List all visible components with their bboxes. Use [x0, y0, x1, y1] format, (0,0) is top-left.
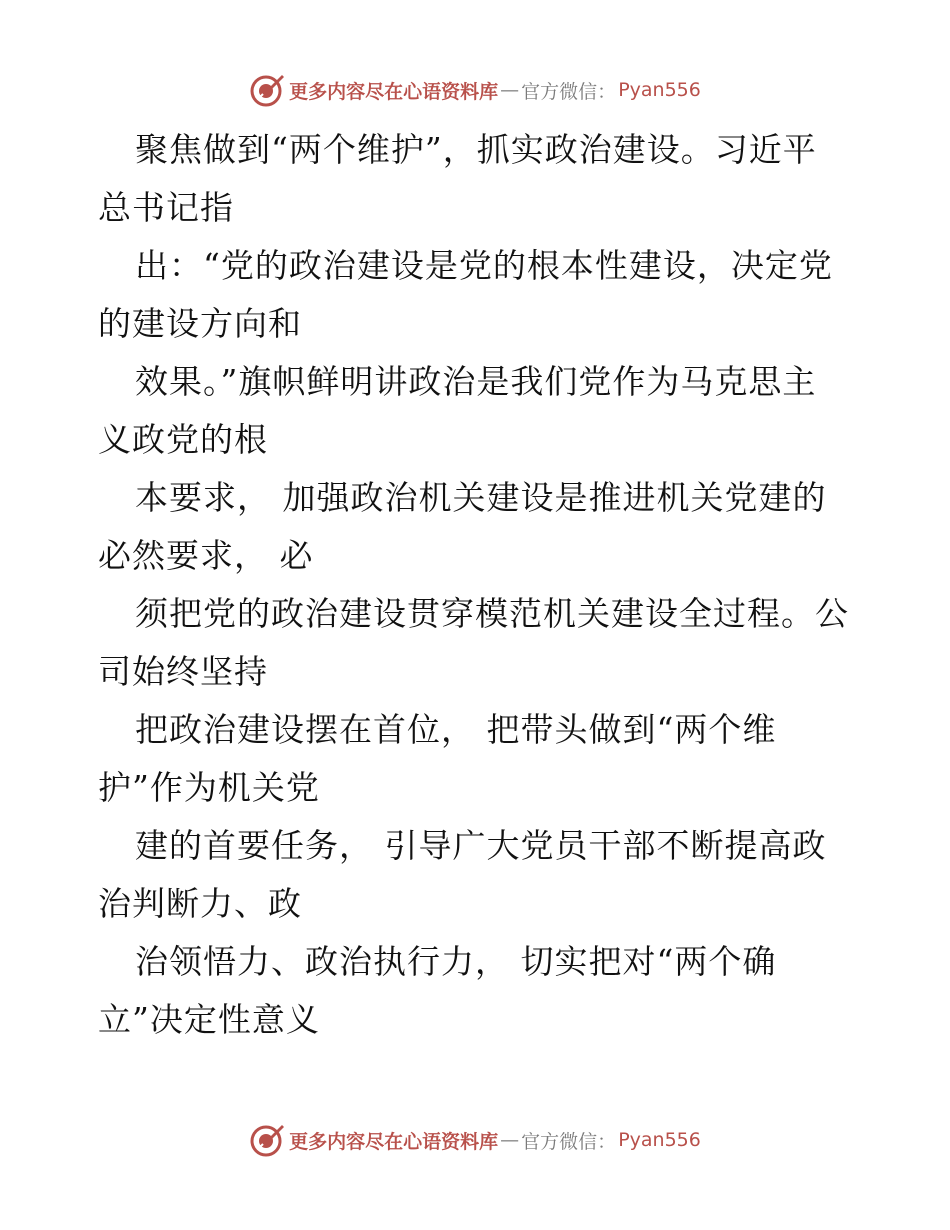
body-line: 的建设方向和 — [98, 304, 302, 343]
banner-contact-label: 官方微信： — [521, 1130, 617, 1153]
body-line: 义政党的根 — [98, 420, 268, 459]
body-line: 出：“党的政治建设是党的根本性建设，决定党 — [135, 246, 833, 285]
body-line: 须把党的政治建设贯穿模范机关建设全过程。公 — [135, 594, 849, 633]
banner-contact-id: Pyan556 — [618, 1129, 701, 1151]
body-line: 总书记指 — [98, 188, 234, 227]
banner-separator: — — [500, 79, 520, 101]
quill-seal-icon — [249, 72, 285, 108]
body-line: 聚焦做到“两个维护”，抓实政治建设。习近平 — [135, 130, 817, 169]
quill-seal-icon — [249, 1122, 285, 1158]
footer-banner — [0, 1120, 950, 1160]
document-body — [98, 121, 888, 1049]
banner-contact-id: Pyan556 — [618, 79, 701, 101]
banner-brand-text: 更多内容尽在心语资料库 — [289, 1130, 499, 1153]
banner-contact-label: 官方微信： — [521, 80, 617, 103]
body-line: 本要求， 加强政治机关建设是推进机关党建的 — [135, 478, 827, 517]
header-banner — [0, 70, 950, 110]
body-line: 司始终坚持 — [98, 652, 268, 691]
body-line: 治领悟力、政治执行力， 切实把对“两个确 — [135, 942, 777, 981]
body-line: 建的首要任务， 引导广大党员干部不断提高政 — [135, 826, 827, 865]
body-line: 治判断力、政 — [98, 884, 302, 923]
body-line: 护”作为机关党 — [98, 768, 320, 807]
body-line: 把政治建设摆在首位， 把带头做到“两个维 — [135, 710, 777, 749]
body-line: 立”决定性意义 — [98, 1000, 320, 1039]
banner-separator: — — [500, 1129, 520, 1151]
body-line: 效果。”旗帜鲜明讲政治是我们党作为马克思主 — [135, 362, 817, 401]
banner-brand-text: 更多内容尽在心语资料库 — [289, 80, 499, 103]
body-line: 必然要求， 必 — [98, 536, 314, 575]
